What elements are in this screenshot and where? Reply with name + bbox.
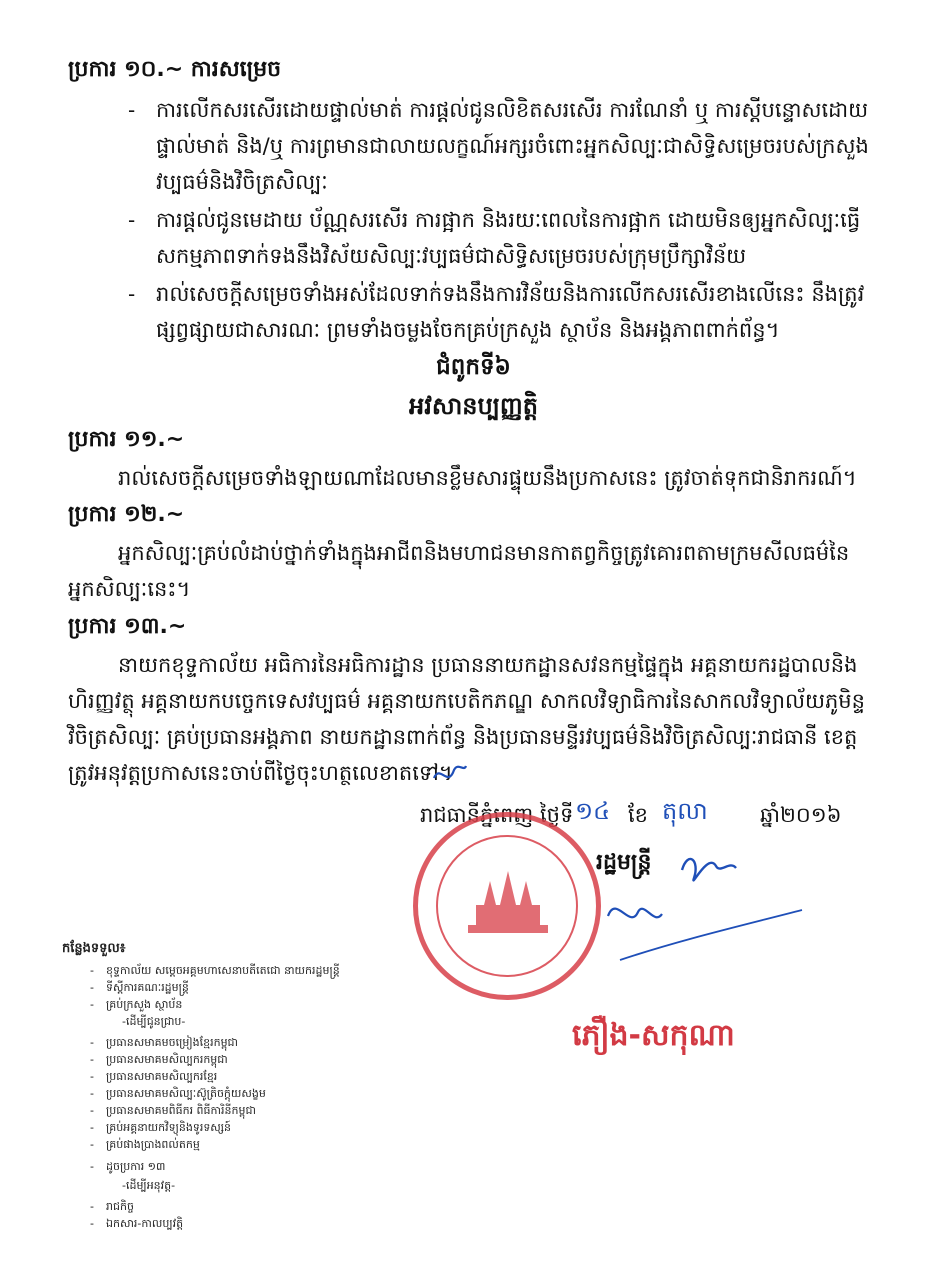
bullet-marker: - — [90, 998, 94, 1011]
recipient-item: គ្រប់ផាងប្រាងពល់តកម្ម — [106, 1138, 200, 1151]
initial-mark-icon — [430, 760, 470, 790]
article-12-line-2: អ្នកសិល្បៈនេះ។ — [68, 577, 191, 601]
article-10-bullet-1-line-2: ផ្ទាល់មាត់ និង/ឬ ការព្រមានជាលាយលក្ខណ៍អក្សរចំពោះអ្នកសិល្បៈជាសិទ្ធិសម្រេចរបស់ក្រសួង — [156, 134, 869, 158]
article-12-line-1: អ្នកសិល្បៈគ្រប់លំដាប់ថ្នាក់ទាំងក្នុងអាជីពនិងមហាជនមានកាតព្វកិច្ចត្រូវគោរពតាមក្រមសីលធម៌នៃ — [118, 541, 850, 565]
date-day: ១៤ — [575, 797, 611, 825]
recipient-note: -ដើម្បីជូនជ្រាប- — [122, 1015, 186, 1028]
bullet-marker: - — [90, 1053, 94, 1066]
bullet-marker: - — [90, 1121, 94, 1134]
bullet-marker: - — [90, 1070, 94, 1083]
article-11-heading: ប្រការ ១១.~ — [68, 427, 185, 452]
bullet-marker: - — [90, 1036, 94, 1049]
bullet-marker: - — [90, 964, 94, 977]
bullet-marker: - — [90, 1087, 94, 1100]
recipient-item: ប្រធានសមាគមសិល្បករខ្មែរ — [106, 1070, 218, 1083]
bullet-marker: - — [90, 1104, 94, 1117]
recipient-item: រាជកិច្ច — [106, 1200, 134, 1213]
article-13-heading: ប្រការ ១៣.~ — [68, 614, 187, 639]
recipient-item: គ្រប់ក្រសួង ស្ថាប័ន — [106, 998, 183, 1011]
chapter-title: អវសានប្បញ្ញត្តិ — [408, 392, 539, 420]
article-12-heading: ប្រការ ១២.~ — [68, 502, 185, 527]
date-prefix: រាជធានីភ្នំពេញ ថ្ងៃទី — [420, 803, 574, 827]
article-10-bullet-2-line-2: សកម្មភាពទាក់ទងនឹងវិស័យសិល្បៈវប្បធម៌ជាសិទ្ធិសម្រេចរបស់ក្រុមប្រឹក្សាវិន័យ — [156, 244, 747, 268]
bullet-marker: - — [90, 1217, 94, 1230]
bullet-marker: - — [90, 1160, 94, 1173]
bullet-marker: - — [128, 208, 136, 232]
recipients-heading: កន្លែងទទួល៖ — [62, 941, 126, 956]
chapter-number: ជំពូកទី៦ — [436, 354, 511, 380]
article-11-text: រាល់សេចក្តីសម្រេចទាំងឡាយណាដែលមានខ្លឹមសារផ្ទុយនឹងប្រកាសនេះ ត្រូវចាត់ទុកជានិរាករណ៍។ — [118, 466, 857, 490]
date-year: ឆ្នាំ២០១៦ — [760, 803, 842, 827]
bullet-marker: - — [90, 981, 94, 994]
signer-name: ភឿង-សកុណា — [572, 1018, 735, 1053]
recipient-item: គ្រប់អគ្គនាយកវិទ្យុនិងទូរទស្សន៍ — [106, 1121, 232, 1134]
handwritten-signature — [590, 830, 890, 990]
article-10-heading: ប្រការ ១០.~ ការសម្រេច — [68, 57, 282, 82]
signer-title: រដ្ឋមន្ត្រី — [596, 850, 652, 875]
article-10-bullet-1-line-3: វប្បធម៌និងវិចិត្រសិល្បៈ — [156, 170, 328, 194]
article-13-line-2: ហិរញ្ញវត្ថុ អគ្គនាយកបច្ចេកទេសវប្បធម៌ អគ្គនាយកបេតិកភណ្ឌ សាកលវិទ្យាធិការនៃសាកលវិទ្យាល័យភូមិន្ទ — [68, 689, 865, 713]
date-month: តុលា — [662, 797, 708, 825]
date-month-prefix: ខែ — [628, 803, 648, 827]
bullet-marker: - — [90, 1138, 94, 1151]
official-seal — [413, 812, 601, 1000]
article-13-line-4: ត្រូវអនុវត្តប្រកាសនេះចាប់ពីថ្ងៃចុះហត្ថលេខាតទៅ។ — [68, 761, 453, 785]
article-10-bullet-2-line-1: ការផ្តល់ជូនមេដាយ ប័ណ្ណសរសើរ ការផ្អាក និងរយៈពេលនៃការផ្អាក ដោយមិនឲ្យអ្នកសិល្បៈធ្វើ — [156, 208, 861, 232]
recipient-item: ប្រធានសមាគមសិល្បៈស៊ូត្រិចក្តុំយសង្ខម — [106, 1087, 266, 1100]
recipient-item: ដូចប្រការ ១៣ — [106, 1160, 166, 1173]
article-10-bullet-1-line-1: ការលើកសរសើរដោយផ្ទាល់មាត់ ការផ្តល់ជូនលិខិតសរសើរ ការណែនាំ ឬ ការស្តីបន្ទោសដោយ — [156, 98, 869, 122]
recipient-note: -ដើម្បីអនុវត្ត- — [122, 1179, 176, 1192]
article-10-bullet-3-line-2: ផ្សព្វផ្សាយជាសារណៈ ព្រមទាំងចម្លងចែកគ្រប់ក្រសួង ស្ថាប័ន និងអង្គភាពពាក់ព័ន្ធ។ — [156, 318, 780, 342]
recipient-item: ឯកសារ-កាលប្បវត្តិ — [106, 1217, 184, 1230]
bullet-marker: - — [128, 98, 136, 122]
bullet-marker: - — [128, 282, 136, 306]
article-13-line-3: វិចិត្រសិល្បៈ គ្រប់ប្រធានអង្គភាព នាយកដ្ឋានពាក់ព័ន្ធ និងប្រធានមន្ទីរវប្បធម៌និងវិចិត្រសិល្បៈរាជធានី ខេត្ត — [68, 725, 858, 749]
recipient-item: ខុទ្ទកាល័យ សម្តេចអគ្គមហាសេនាបតីតេជោ នាយករដ្ឋមន្ត្រី — [106, 964, 340, 977]
recipient-item: ប្រធានសមាគមពិធីករ ពិធីការិនីកម្ពុជា — [106, 1104, 256, 1117]
article-10-bullet-3-line-1: រាល់សេចក្តីសម្រេចទាំងអស់ដែលទាក់ទងនឹងការវិន័យនិងការលើកសរសើរខាងលើនេះ នឹងត្រូវ — [156, 282, 865, 306]
angkor-temple-icon — [464, 867, 552, 937]
recipient-item: ទីស្តីការគណៈរដ្ឋមន្ត្រី — [106, 981, 189, 994]
recipient-item: ប្រធានសមាគមចម្រៀងខ្មែរកម្ពុជា — [106, 1036, 239, 1049]
recipient-item: ប្រធានសមាគមសិល្បករកម្ពុជា — [106, 1053, 228, 1066]
article-13-line-1: នាយកខុទ្ទកាល័យ អធិការនៃអធិការដ្ឋាន ប្រធាននាយកដ្ឋានសវនកម្មផ្ទៃក្នុង អគ្គនាយករដ្ឋបាលនិង — [118, 653, 858, 677]
bullet-marker: - — [90, 1200, 94, 1213]
